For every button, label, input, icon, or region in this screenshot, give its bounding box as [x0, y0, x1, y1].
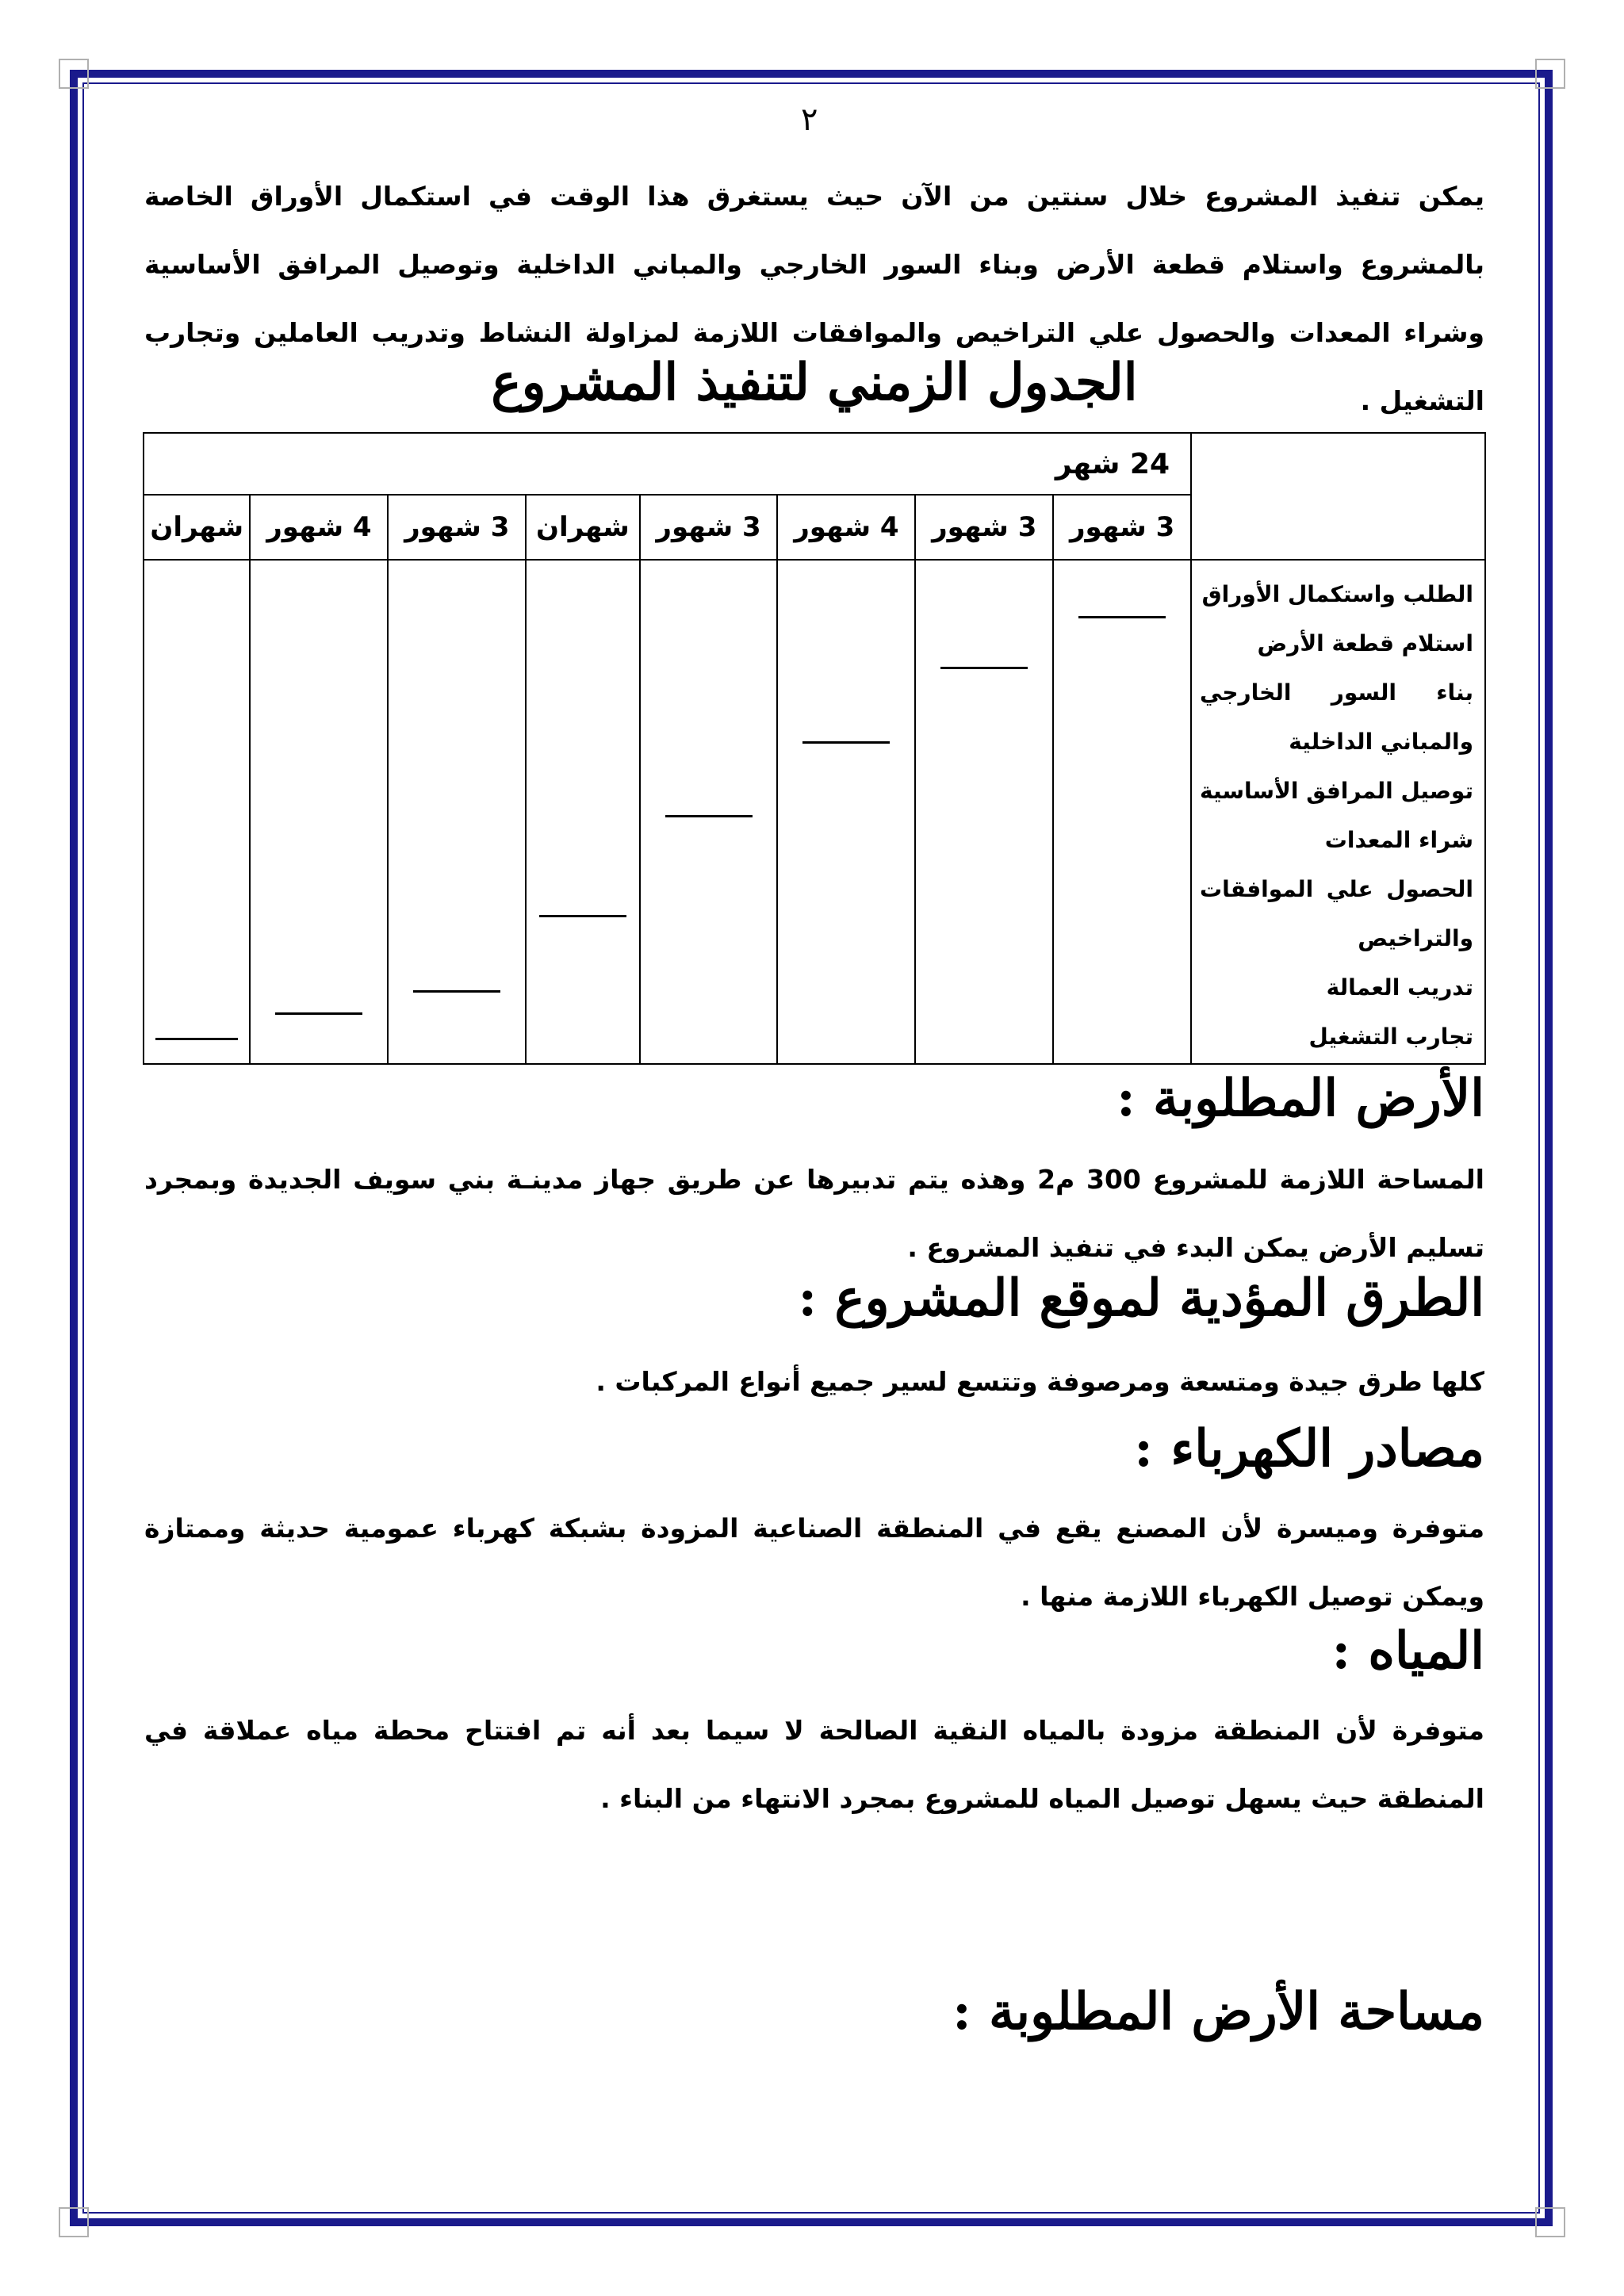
task-label: تدريب العمالة: [1326, 974, 1473, 1001]
period-header: 3 شهور: [640, 495, 778, 560]
task-label: توصيل المرافق الأساسية: [1200, 778, 1473, 804]
period-column: [1053, 560, 1191, 1064]
tasks-list: [1191, 560, 1485, 1064]
period-header: 3 شهور: [915, 495, 1053, 560]
schedule-bar: [1078, 616, 1166, 618]
task-label: شراء المعدات: [1324, 827, 1473, 853]
schedule-title: الجدول الزمني لتنفيذ المشروع: [491, 353, 1138, 412]
task-label: الحصول علي الموافقات: [1200, 876, 1473, 902]
roads-section: [144, 1348, 1484, 1416]
land-section: [144, 1146, 1484, 1282]
schedule-bar: [665, 815, 753, 817]
period-header: 4 شهور: [250, 495, 388, 560]
period-header: 3 شهور: [1053, 495, 1191, 560]
electricity-title: مصادر الكهرباء :: [1134, 1419, 1484, 1479]
task-label: والمباني الداخلية: [1289, 729, 1473, 755]
period-header: شهران: [144, 495, 250, 560]
task-label: والتراخيص: [1358, 925, 1473, 951]
schedule-bar: [539, 915, 626, 917]
land-title: الأرض المطلوبة :: [1116, 1069, 1484, 1128]
water-paragraph: متوفرة لأن المنطقة مزودة بالمياه النقية الصالحة لا سيما بعد أنه تم افتتاح محطة مياه عملاقة في المنطقة حيث يسهل توصيل المياه للمشروع بمجرد الانتهاء من البناء .: [144, 1715, 1484, 1814]
page-number: ٢: [801, 101, 818, 138]
roads-paragraph: كلها طرق جيدة ومتسعة ومرصوفة وتتسع لسير جميع أنواع المركبات .: [596, 1366, 1484, 1397]
period-column: [526, 560, 639, 1064]
land-paragraph: المساحة اللازمة للمشروع 300 م2 وهذه يتم تدبيرها عن طريق جهاز مدينـة بني سويف الجديدة وبمجرد تسليم الأرض يمكن البدء في تنفيذ المشروع .: [144, 1164, 1484, 1263]
electricity-section: [144, 1494, 1484, 1631]
period-column: [388, 560, 526, 1064]
period-header: 4 شهور: [777, 495, 915, 560]
schedule-bar: [940, 667, 1028, 669]
period-header: 3 شهور: [388, 495, 526, 560]
task-label: بناء السور الخارجي: [1200, 679, 1473, 706]
task-label: الطلب واستكمال الأوراق: [1201, 581, 1473, 607]
intro-paragraph: يمكن تنفيذ المشروع خلال سنتين من الآن حيث يستغرق هذا الوقت في استكمال الأوراق الخاصة بالمشروع واستلام قطعة الأرض وبناء السور الخارجي والمباني الداخلية وتوصيل المرافق الأساسية وشراء المعدات والحصول علي التراخيص والموافقات اللازمة لمزاولة النشاط وتدريب العاملين وتجارب التشغيل .: [144, 181, 1484, 416]
roads-title: الطرق المؤدية لموقع المشروع :: [798, 1269, 1484, 1328]
task-label: استلام قطعة الأرض: [1257, 630, 1473, 656]
period-column: [915, 560, 1053, 1064]
corner-mark: [1535, 59, 1565, 89]
schedule-bar: [413, 990, 500, 993]
schedule-bar: [275, 1012, 362, 1015]
schedule-bar: [155, 1038, 238, 1040]
corner-mark: [59, 59, 89, 89]
electricity-paragraph: متوفرة وميسرة لأن المصنع يقع في المنطقة الصناعية المزودة بشبكة كهرباء عمومية حديثة وممتازة ويمكن توصيل الكهرباء اللازمة منها .: [144, 1513, 1484, 1612]
total-duration: 24 شهر: [144, 433, 1191, 495]
period-column: [250, 560, 388, 1064]
period-header: شهران: [526, 495, 639, 560]
corner-mark: [1535, 2207, 1565, 2237]
land-area-title: مساحة الأرض المطلوبة :: [952, 1982, 1484, 2042]
period-column: [640, 560, 778, 1064]
schedule-bar: [802, 741, 890, 744]
tasks-header-cell: [1191, 433, 1485, 560]
water-section: [144, 1697, 1484, 1833]
water-title: المياه :: [1331, 1621, 1484, 1681]
period-column: [144, 560, 250, 1064]
schedule-table: [143, 432, 1486, 1065]
corner-mark: [59, 2207, 89, 2237]
task-label: تجارب التشغيل: [1308, 1024, 1473, 1050]
period-column: [777, 560, 915, 1064]
